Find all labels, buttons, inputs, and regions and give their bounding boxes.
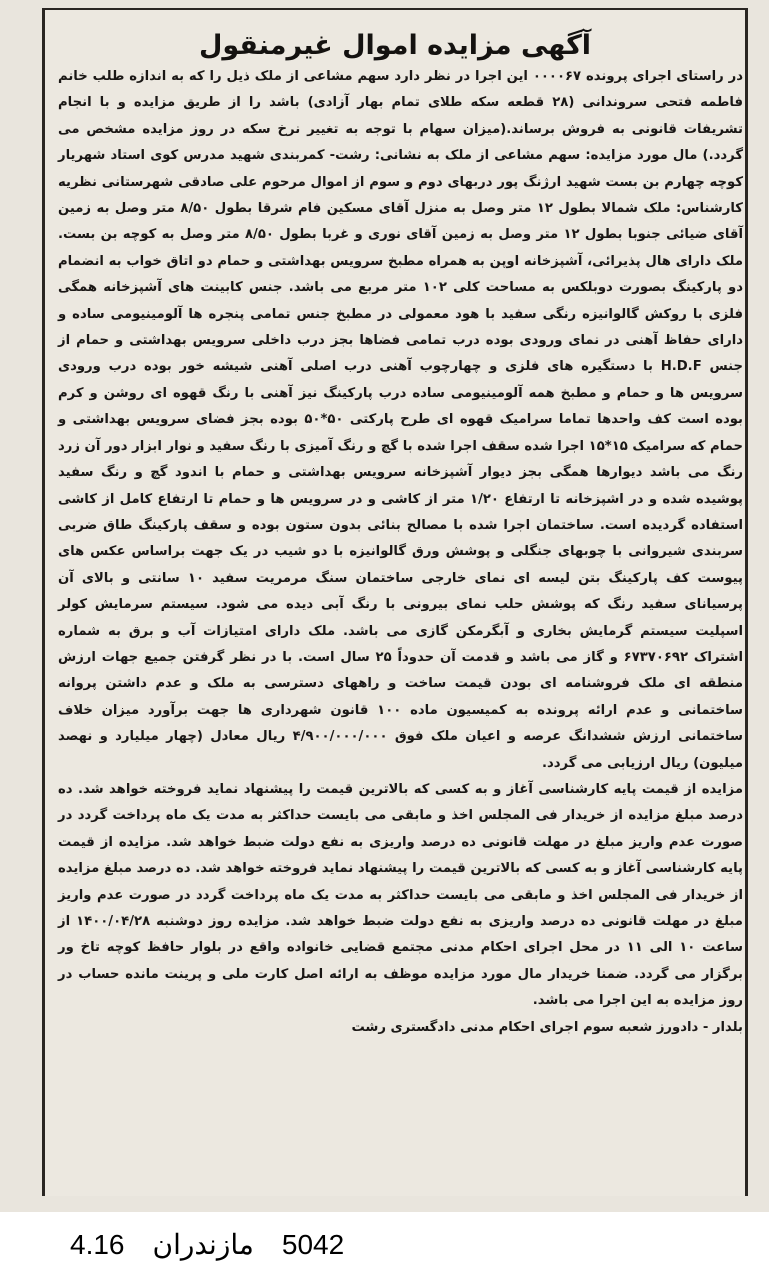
caption-number: 5042 <box>281 1229 345 1260</box>
notice-title: آگهی مزایده اموال غیرمنقول <box>198 30 592 61</box>
caption-province: مازندران <box>152 1229 254 1260</box>
clipping-caption <box>70 1228 344 1261</box>
caption-date: 4.16 <box>70 1229 125 1260</box>
clipping-caption-bar <box>0 1222 769 1272</box>
notice-signature: بلدار - دادورز شعبه سوم اجرای احکام مدنی دادگستری رشت <box>351 1019 743 1035</box>
notice-paragraph-auction-terms: مزایده از قیمت پایه کارشناسی آغاز و به کسی که بالاترین قیمت را پیشنهاد نماید فروخته خواهد شد. ده درصد مبلغ مزایده از خریدار فی المجلس اخذ و مابقی می بایست حداکثر به مدت یک ماه پرداخت گردد در صورت عدم واریز مبلغ در مهلت قانونی ده درصد واریزی به نفع دولت ضبط خواهد شد. مزایده از قیمت پایه کارشناسی آغاز و به کسی که بالاترین قیمت را پیشنهاد نماید فروخته خواهد شد. ده درصد مبلغ مزایده از خریدار فی المجلس اخذ و مابقی می بایست حداکثر به مدت یک ماه پرداخت گردد در صورت عدم واریز مبلغ در مهلت قانونی ده درصد واریزی به نفع دولت ضبط خواهد شد. مزایده روز دوشنبه ۱۴۰۰/۰۴/۲۸ از ساعت ۱۰ الی ۱۱ در محل اجرای احکام مدنی مجتمع قضایی خانواده واقع در بلوار حافظ کوچه تاخ ور برگزار می گردد. ضمنا خریدار مال مورد مزایده موظف به ارائه اصل کارت ملی و پرینت مانده حساب در روز مزایده به این اجرا می باشد. <box>58 781 744 1009</box>
notice-paragraph-property: در راستای اجرای پرونده ۰۰۰۰۶۷ این اجرا در نظر دارد سهم مشاعی از ملک ذیل را که به اندازه طلب خانم فاطمه فتحی سروندانی (۲۸ قطعه سکه طلای تمام بهار آزادی) باشد را از طریق مزایده و با انجام تشریفات قانونی به فروش برساند.(میزان سهام با توجه به تغییر نرخ سکه در روز مزایده مشخص می گردد.) مال مورد مزایده: سهم مشاعی از ملک به نشانی: رشت- کمربندی شهید مدرس کوی استاد شهریار کوچه چهارم بن بست شهید ارژنگ پور دربهای دوم و سوم از اموال مرحوم علی صادقی شهرستانی نظریه کارشناس: ملک شمالا بطول ۱۲ متر وصل به منزل آقای مسکین فام شرقا بطول ۸/۵۰ متر وصل به زمین آقای ضیائی جنوبا بطول ۱۲ متر وصل به زمین آقای نوری و غربا بطول ۸/۵۰ متر وصل به کوچه بن بست. ملک دارای هال پذیرائی، آشپزخانه اوپن به همراه مطبخ سرویس بهداشتی و حمام دو اتاق خواب به انضمام دو پارکینگ بصورت دوبلکس به مساحت کلی ۱۰۲ متر مربع می باشد. جنس کابینت های آشپزخانه همگی فلزی با روکش گالوانیزه رنگی سفید با هود معمولی در مطبخ جنس تمامی پنجره ها آلومینیومی ساده و دارای حفاظ آهنی در نمای ورودی بوده درب تمامی فضاها بجز درب داخلی سرویس بهداشتی و حمام از جنس H.D.F با دستگیره های فلزی و چهارچوب آهنی درب اصلی آهنی شیشه خور بوده درب ورودی سرویس ها و حمام و مطبخ همه آلومینیومی ساده درب پارکینگ نیز آهنی با رنگ قهوه ای روشن و کرم بوده است کف واحدها تماما سرامیک قهوه ای طرح پارکتی ۵۰*۵۰ بوده بجز فضای سرویس بهداشتی و حمام که سرامیک ۱۵*۱۵ اجرا شده سقف اجرا شده با گچ و رنگ آمیزی با رنگ سفید و نوار ابزار دور آن زرد رنگ می باشد دیوارها همگی بجز دیوار آشپزخانه سرویس بهداشتی و حمام با اندود گچ و رنگ سفید پوشیده شده و در اشپزخانه تا ارتفاع ۱/۲۰ متر از کاشی و در سرویس ها و حمام تا ارتفاع کامل از کاشی استفاده گردیده است. ساختمان اجرا شده با مصالح بنائی بدون ستون بوده و سقف پارکینگ طاق ضربی سربندی شیروانی با چوبهای جنگلی و پوشش ورق گالوانیزه با دو شیب در یک جهت براساس عکس های پیوست کف پارکینگ بتن لیسه ای نمای خارجی ساختمان سنگ مرمریت سفید ۱۰ سانتی و بالای آن پرسیانای سفید رنگ که پوشش حلب نمای بیرونی با رنگ آبی دیده می شود. سیستم سرمایش کولر اسپلیت سیستم گرمایش بخاری و آبگرمکن گازی می باشد. ملک دارای امتیازات آب و برق به شماره اشتراک ۶۷۳۷۰۶۹۲ و گاز می باشد و قدمت آن حدوداً ۲۵ سال است. با در نظر گرفتن جمیع جهات ارزش منطقه ای ملک فروشنامه ای بودن قیمت ساخت و راههای دسترسی به ملک و عدم داشتن پروانه ساختمانی و عدم ارائه پرونده به کمیسیون ماده ۱۰۰ قانون شهرداری ها جهت برآورد میزان خلاف ساختمانی ارزش ششدانگ عرصه و اعیان ملک فوق ۴/۹۰۰/۰۰۰/۰۰۰ ریال معادل (چهار میلیارد و نهصد میلیون) ریال ارزیابی می گردد. <box>58 69 744 771</box>
notice-body <box>58 64 743 1041</box>
